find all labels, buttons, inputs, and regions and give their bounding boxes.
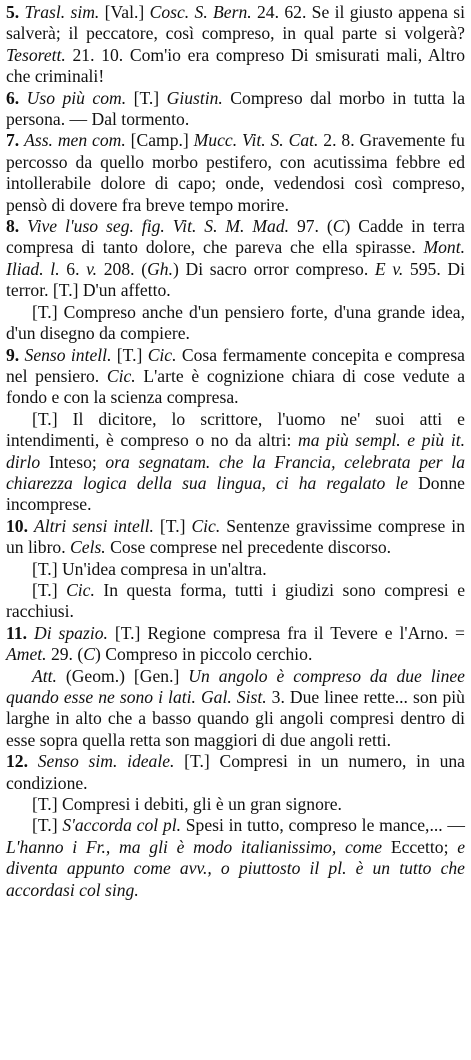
body-text: [T.] Regione compresa fra il Tevere e l'Arno. = <box>107 622 465 643</box>
body-text: Inteso; <box>40 451 106 472</box>
italic-text: ma più sempl. e più it. dirlo <box>6 430 466 472</box>
subentry-paragraph <box>6 580 465 623</box>
body-text: [Val.] <box>99 2 150 22</box>
body-text: [T.] Il dicitore, lo scrittore, l'uomo ne' suoi atti e intendimenti, è compreso o no da altri: <box>6 408 465 451</box>
body-text: 97. ( <box>289 216 333 237</box>
italic-text: Gh. <box>147 258 173 279</box>
italic-text: Trasl. sim. <box>24 2 100 22</box>
body-text: 595. Di terror. [T.] D'un affetto. <box>6 258 465 301</box>
body-text: 21. 10. Com'io era compreso Di smisurati mali, Altro che criminali! <box>6 44 465 87</box>
italic-text: Cels. <box>70 537 106 558</box>
body-text: 3. Due linee rette... son più larghe in alto che a basso quando gli angoli compresi dentro di esse sopra quella retta son maggiori di due angoli retti. <box>6 687 465 750</box>
body-text: Compreso dal morbo in tutta la persona. — Dal tormento. <box>6 87 466 130</box>
body-text: (Geom.) [Gen.] <box>56 665 189 686</box>
numbered-sense-paragraph <box>6 88 465 131</box>
italic-text: Cic. <box>66 579 95 600</box>
body-text: 2. 8. Gravemente fu percosso da quello morbo pestifero, con acutissima febbre ed intollerabile dolore di capo; onde, vedendosi così compreso, pensò di dovere fra breve tempo morire. <box>6 130 465 215</box>
italic-text: e diventa appunto come avv., o piuttosto il pl. è un tutto che accordasi col sing. <box>6 836 465 900</box>
body-text: [T.] <box>153 515 192 536</box>
sense-number: 8. <box>6 216 20 237</box>
body-text: Sentenze gravissime comprese in un libro. <box>6 515 465 558</box>
italic-text: Amet. <box>6 644 47 665</box>
body-text: Spesi in tutto, compreso le mance,... — <box>181 815 465 836</box>
body-text: 29. ( <box>46 644 84 665</box>
numbered-sense-paragraph <box>6 130 465 216</box>
body-text: [T.] <box>32 815 63 836</box>
body-text: [T.] <box>126 87 167 108</box>
italic-text: ora segnatam. che la Francia, celebrata per la chiarezza logica della sua lingua, ci ha regalato le <box>6 451 465 493</box>
italic-text: Altri sensi intell. <box>33 515 154 536</box>
sense-number: 7. <box>6 130 20 151</box>
italic-text: Att. <box>32 665 57 686</box>
body-text: [T.] Compresi in un numero, in una condizione. <box>6 751 465 793</box>
italic-text: Mucc. Vit. S. Cat. <box>193 130 319 151</box>
body-text: [T.] <box>32 579 67 600</box>
italic-text: Cic. <box>147 344 177 365</box>
italic-text: v. <box>86 258 98 279</box>
body-text: ) Cadde in terra compresa di tanto dolore, che pareva che ella spirasse. <box>6 216 465 258</box>
body-text: Cosa fermamente concepita e compresa nel pensiero. <box>6 344 465 386</box>
body-text: [Camp.] <box>125 130 194 151</box>
body-text <box>27 623 34 643</box>
italic-text: L'hanno i Fr., ma gli è modo italianissimo, come <box>6 836 383 857</box>
italic-text: Senso sim. ideale. <box>37 751 175 772</box>
italic-text: Vive l'uso seg. fig. <box>27 216 165 237</box>
body-text <box>165 216 173 236</box>
body-text: 24. 62. Se il giusto appena si salverà; il peccatore, così compreso, in qual parte si volgerà? <box>6 2 465 44</box>
sense-number: 11. <box>6 622 28 643</box>
italic-text: S'accorda col pl. <box>62 815 181 836</box>
numbered-sense-paragraph <box>6 516 465 559</box>
sense-number: 9. <box>6 344 20 365</box>
italic-text: Senso intell. <box>24 344 112 365</box>
numbered-sense-paragraph <box>6 623 465 666</box>
subentry-paragraph <box>6 794 465 815</box>
body-text: [T.] Compresi i debiti, gli è un gran signore. <box>32 794 342 815</box>
numbered-sense-paragraph <box>6 2 465 88</box>
italic-text: Cic. <box>106 365 136 386</box>
italic-text: Vit. S. M. Mad. <box>172 216 290 237</box>
body-text: ) Compreso in piccolo cerchio. <box>94 644 313 665</box>
body-text: Cose comprese nel precedente discorso. <box>105 537 392 558</box>
body-text: In questa forma, tutti i giudizi sono compresi e racchiusi. <box>6 579 465 622</box>
italic-text: Ass. men com. <box>24 130 126 151</box>
italic-text: E v. <box>374 258 404 279</box>
subentry-paragraph <box>6 666 465 752</box>
sense-number: 5. <box>6 2 20 22</box>
body-text: 6. <box>59 258 87 279</box>
body-text: [T.] Compreso anche d'un pensiero forte, d'una grande idea, d'un disegno da compiere. <box>6 301 465 344</box>
body-text <box>19 88 26 108</box>
numbered-sense-paragraph <box>6 216 465 302</box>
body-text: 208. ( <box>97 258 148 279</box>
italic-text: Giustin. <box>166 87 223 108</box>
sense-number: 10. <box>6 515 28 536</box>
italic-text: Cosc. S. Bern. <box>149 2 252 22</box>
italic-text: C <box>332 216 345 237</box>
subentry-paragraph <box>6 302 465 345</box>
body-text: L'arte è cognizione chiara di cose vedute a fondo e con la scienza compresa. <box>6 365 466 408</box>
numbered-sense-paragraph <box>6 345 465 409</box>
body-text: Donne incomprese. <box>6 472 465 515</box>
subentry-paragraph <box>6 409 465 516</box>
body-text: [T.] Un'idea compresa in un'altra. <box>32 558 267 579</box>
italic-text: Uso più com. <box>26 87 127 108</box>
sense-number: 12. <box>6 751 28 772</box>
body-text <box>19 216 27 236</box>
body-text: ) Di sacro orror compreso. <box>172 258 375 279</box>
subentry-paragraph <box>6 559 465 580</box>
italic-text: Cic. <box>191 515 221 536</box>
numbered-sense-paragraph <box>6 751 465 794</box>
body-text: Eccetto; <box>382 836 458 857</box>
italic-text: Di spazio. <box>33 622 108 643</box>
italic-text: Tesorett. <box>6 44 66 65</box>
sense-number: 6. <box>6 87 20 108</box>
italic-text: Mont. Iliad. l. <box>6 237 465 279</box>
subentry-paragraph <box>6 815 465 901</box>
italic-text: Un angolo è compreso da due linee quando esse ne sono i lati. Gal. Sist. <box>6 665 465 707</box>
body-text <box>28 751 38 771</box>
italic-text: C <box>83 644 95 665</box>
body-text: [T.] <box>111 344 148 365</box>
